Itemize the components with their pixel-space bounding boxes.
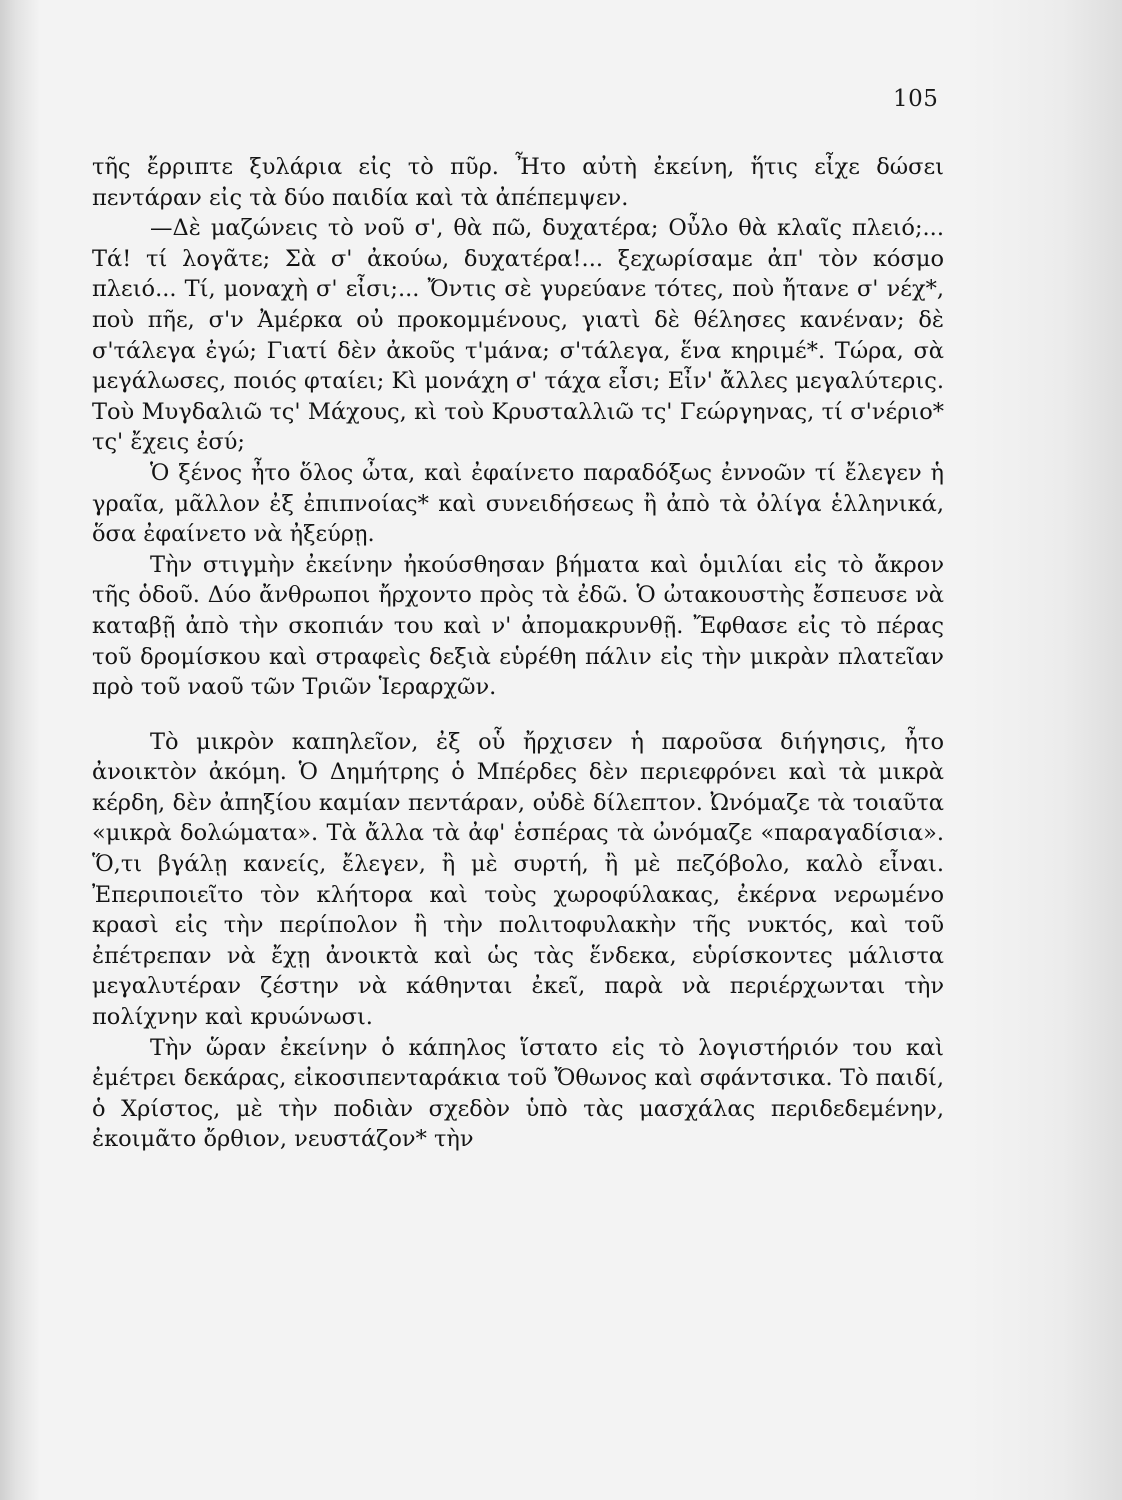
paragraph: Τὸ μικρὸν καπηλεῖον, ἐξ οὗ ἤρχισεν ἡ παροῦσα διήγησις, ἦτο ἀνοικτὸν ἀκόμη. Ὁ Δημήτρης ὁ Μπέρδες δὲν περιεφρόνει καὶ τὰ μικρὰ κέρδη, δὲν ἀπηξίου καμίαν πεντάραν, οὐδὲ δίλεπτον. Ὠνόμαζε τὰ τοιαῦτα «μικρὰ δολώματα». Τὰ ἄλλα τὰ ἀφ' ἑσπέρας τὰ ὠνόμαζε «παραγαδίσια». Ὅ,τι βγάλῃ κανείς, ἔλεγεν, ἢ μὲ συρτή, ἢ μὲ πεζόβολο, καλὸ εἶναι. Ἐπεριποιεῖτο τὸν κλήτορα καὶ τοὺς χωροφύλακας, ἐκέρνα νερωμένο κρασὶ εἰς τὴν περίπολον ἢ τὴν πολιτοφυλακὴν τῆς νυκτός, καὶ τοῦ ἐπέτρεπαν νὰ ἔχῃ ἀνοικτὰ καὶ ὡς τὰς ἕνδεκα, εὑρίσκοντες μάλιστα μεγαλυτέραν ζέστην νὰ κάθηνται ἐκεῖ, παρὰ νὰ περιέρχωνται τὴν πολίχνην καὶ κρυώνωσι. <box>92 728 944 1031</box>
paragraph-dialogue: —Δὲ μαζώνεις τὸ νοῦ σ', θὰ πῶ, δυχατέρα; Οὖλο θὰ κλαῖς πλειό;... Τά! τί λογᾶτε; Σὰ σ' ἀκούω, δυχατέρα!... ξεχωρίσαμε ἀπ' τὸν κόσμο πλειό... Τί, μοναχὴ σ' εἶσι;... Ὄντις σὲ γυρεύανε τότες, ποὺ ἤτανε σ' νέχ*, ποὺ πῆε, σ'ν Ἀμέρκα οὐ προκομμένους, γιατὶ δὲ θέλησες κανέναν; δὲ σ'τάλεγα ἐγώ; Γιατί δὲν ἀκοῦς τ'μάνα; σ'τάλεγα, ἕνα κηριμέ*. Τώρα, σὰ μεγάλωσες, ποιός φταίει; Κὶ μονάχη σ' τάχα εἶσι; Εἶν' ἄλλες μεγαλύτερις. Τοὺ Μυγδαλιῶ τς' Μάχους, κὶ τοὺ Κρυσταλλιῶ τς' Γεώργηνας, τί σ'νέριο* τς' ἔχεις ἐσύ; <box>92 215 944 456</box>
paragraph: Ὁ ξένος ἦτο ὅλος ὦτα, καὶ ἐφαίνετο παραδόξως ἐννοῶν τί ἔλεγεν ἡ γραῖα, μᾶλλον ἐξ ἐπιπνοίας* καὶ συνειδήσεως ἢ ἀπὸ τὰ ὀλίγα ἑλληνικά, ὅσα ἐφαίνετο νὰ ἠξεύρῃ. <box>92 459 944 548</box>
page-edge-shadow <box>972 0 1122 1500</box>
paragraph: Τὴν ὥραν ἐκείνην ὁ κάπηλος ἵστατο εἰς τὸ λογιστήριόν του καὶ ἐμέτρει δεκάρας, εἰκοσιπενταράκια τοῦ Ὄθωνος καὶ σφάντσικα. Τὸ παιδί, ὁ Χρίστος, μὲ τὴν ποδιὰν σχεδὸν ὑπὸ τὰς μασχάλας περιδεδεμένην, ἐκοιμᾶτο ὄρθιον, νευστάζον* τὴν <box>92 1034 944 1153</box>
page-number: 105 <box>893 86 939 112</box>
section-break <box>92 703 944 727</box>
body-text <box>92 152 944 1155</box>
paragraph-continuation: τῆς ἔρριπτε ξυλάρια εἰς τὸ πῦρ. Ἦτο αὐτὴ ἐκείνη, ἥτις εἶχε δώσει πεντάραν εἰς τὰ δύο παιδία καὶ τὰ ἀπέπεμψεν. <box>92 154 944 211</box>
paragraph: Τὴν στιγμὴν ἐκείνην ἠκούσθησαν βήματα καὶ ὁμιλίαι εἰς τὸ ἄκρον τῆς ὁδοῦ. Δύο ἄνθρωποι ἤρχοντο πρὸς τὰ ἐδῶ. Ὁ ὠτακουστὴς ἔσπευσε νὰ καταβῇ ἀπὸ τὴν σκοπιάν του καὶ ν' ἀπομακρυνθῇ. Ἔφθασε εἰς τὸ πέρας τοῦ δρομίσκου καὶ στραφεὶς δεξιὰ εὑρέθη πάλιν εἰς τὴν μικρὰν πλατεῖαν πρὸ τοῦ ναοῦ τῶν Τριῶν Ἱεραρχῶν. <box>92 551 944 701</box>
page-binding-shadow <box>0 0 40 1500</box>
